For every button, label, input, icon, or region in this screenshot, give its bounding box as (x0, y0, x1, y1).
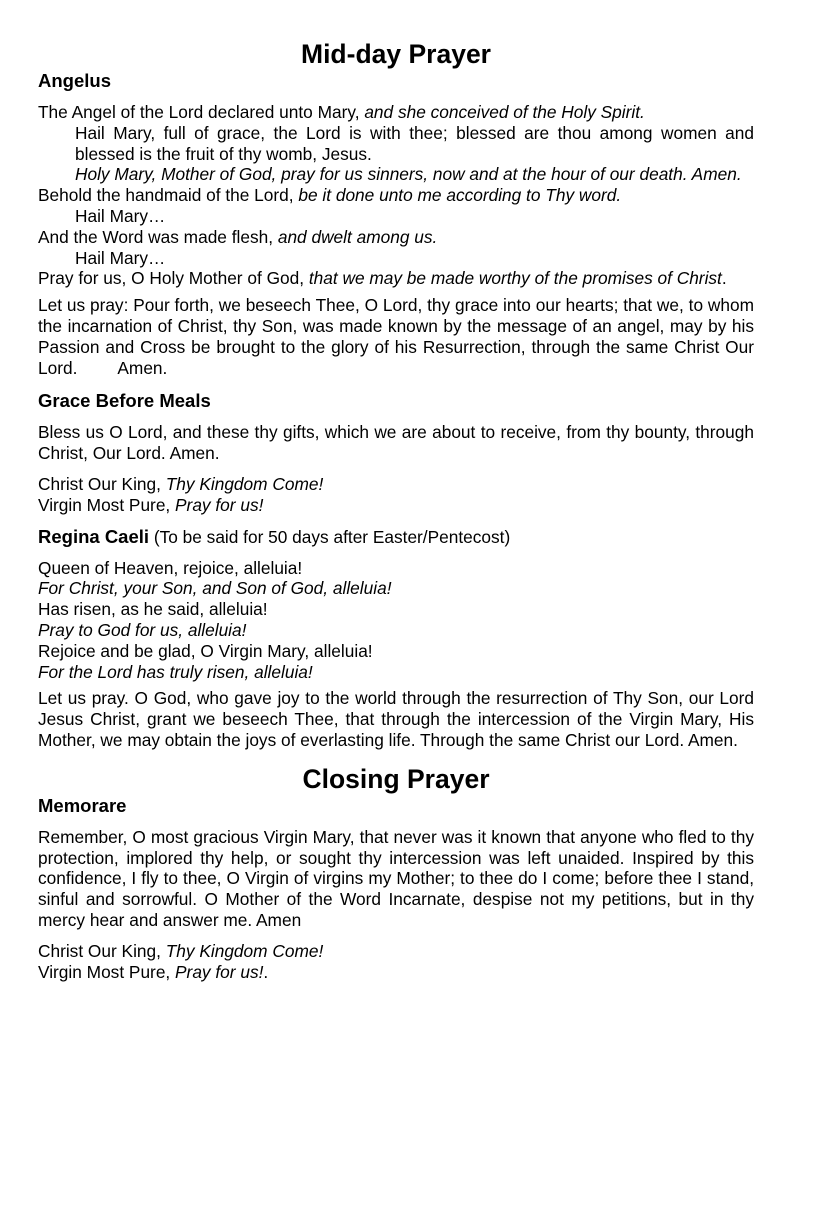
holy-mary-text: Holy Mary, Mother of God, pray for us sinners, now and at the hour of our death. Amen. (75, 164, 742, 185)
regina-line-1: Queen of Heaven, rejoice, alleluia! (38, 557, 303, 578)
hail-mary-short-2: Hail Mary… (75, 247, 166, 268)
grace-text: Bless us O Lord, and these thy gifts, which we are about to receive, from thy bounty, through Christ, Our Lord. Amen. (38, 422, 754, 464)
regina-title: Regina Caeli (38, 525, 150, 547)
angelus-versicle-1 (38, 102, 754, 123)
regina-response: For Christ, your Son, and Son of God, alleluia! (38, 578, 392, 599)
closing-christ-king (38, 941, 754, 962)
versicle-end: . (721, 268, 727, 289)
let-us-pray-text: Let us pray: Pour forth, we beseech Thee, O Lord, thy grace into our hearts; that we, to whom the incarnation of Christ, thy Son, was made known by the message of an angel, may by his Passion and Cross be brought to the glory of his Resurrection, through the same Christ Our Lord. (38, 295, 754, 378)
virgin-response: Pray for us! (175, 961, 264, 982)
virgin-end: . (263, 961, 269, 982)
response-text: that we may be made worthy of the promises of Christ (308, 268, 722, 289)
angelus-section (38, 70, 754, 378)
holy-mary (38, 164, 754, 185)
regina-line-3: Has risen, as he said, alleluia! (38, 599, 268, 620)
virgin-text: Virgin Most Pure, (38, 494, 176, 515)
regina-response: For the Lord has truly risen, alleluia! (38, 661, 313, 682)
versicle-text: Pray for us, O Holy Mother of God, (38, 268, 309, 289)
angelus-versicle-4 (38, 268, 754, 289)
king-text: Christ Our King, (38, 940, 166, 961)
virgin-response: Pray for us! (175, 494, 264, 515)
king-text: Christ Our King, (38, 473, 166, 494)
hail-mary-full: Hail Mary, full of grace, the Lord is with thee; blessed are thou among women and blessed is the fruit of thy womb, Jesus. (75, 122, 754, 164)
angelus-heading: Angelus (38, 70, 111, 91)
versicle-text: The Angel of the Lord declared unto Mary, (38, 102, 365, 122)
regina-line-5: Rejoice and be glad, O Virgin Mary, alleluia! (38, 640, 373, 661)
angelus-versicle-3 (38, 227, 754, 248)
regina-section (38, 526, 754, 751)
closing-virgin-pure (38, 962, 754, 983)
grace-virgin-pure (38, 495, 754, 516)
grace-christ-king (38, 474, 754, 495)
king-response: Thy Kingdom Come! (165, 473, 324, 494)
regina-line-4 (38, 620, 754, 641)
response-text: and she conceived of the Holy Spirit. (364, 102, 645, 122)
versicle-text: Behold the handmaid of the Lord, (38, 185, 299, 206)
memorare-section (38, 795, 754, 983)
response-text: be it done unto me according to Thy word. (298, 185, 622, 206)
grace-section (38, 390, 754, 515)
closing-title: Closing Prayer (302, 763, 490, 794)
regina-line-2 (38, 578, 754, 599)
regina-note: (To be said for 50 days after Easter/Pentecost) (149, 526, 511, 547)
memorare-heading: Memorare (38, 794, 127, 816)
versicle-text: And the Word was made flesh, (38, 226, 278, 247)
regina-heading (38, 526, 754, 548)
angelus-versicle-2 (38, 185, 754, 206)
grace-heading: Grace Before Meals (38, 390, 211, 412)
regina-let-us-pray: Let us pray. O God, who gave joy to the world through the resurrection of Thy Son, our Lord Jesus Christ, grant we beseech Thee, that through the intercession of the Virgin Mary, His Mother, we may obtain the joys of everlasting life. Through the same Christ our Lord. Amen. (38, 688, 754, 750)
king-response: Thy Kingdom Come! (165, 940, 324, 961)
prayer-page (38, 38, 754, 982)
virgin-text: Virgin Most Pure, (38, 961, 176, 982)
regina-line-6 (38, 662, 754, 683)
response-text: and dwelt among us. (277, 226, 438, 247)
regina-response: Pray to God for us, alleluia! (38, 619, 247, 640)
angelus-let-us-pray (38, 295, 754, 378)
memorare-text: Remember, O most gracious Virgin Mary, that never was it known that anyone who fled to thy protection, implored thy help, or sought thy intercession was left unaided. Inspired by this confidence, I fly to thee, O Virgin of virgins my Mother; to thee do I come; before thee I stand, sinful and sorrowful. O Mother of the Word Incarnate, despise not my petitions, but in thy mercy hear and answer me. Amen (38, 826, 754, 930)
let-us-pray-amen: Amen. (117, 357, 168, 378)
hail-mary-short-1: Hail Mary… (75, 205, 166, 226)
midday-title: Mid-day Prayer (301, 39, 491, 69)
